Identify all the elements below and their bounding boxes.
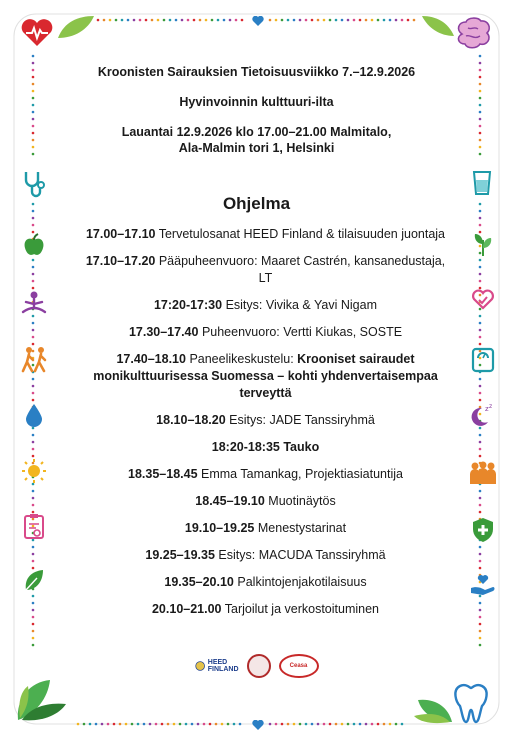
- programme-text: Esitys: Vivika & Yavi Nigam: [225, 298, 378, 312]
- programme-item: [83, 412, 448, 429]
- plant-bottom-right-icon: [408, 684, 454, 724]
- event-name: Hyvinvoinnin kulttuuri-ilta: [179, 95, 334, 109]
- programme-time: 17.40–18.10: [116, 352, 186, 366]
- programme-text: Tarjoilut ja verkostoituminen: [224, 602, 379, 616]
- heart-small-bottom-icon: [252, 720, 264, 730]
- programme-text: Paneelikeskustelu:: [189, 352, 294, 366]
- scale-icon: [470, 346, 496, 374]
- programme-item: [83, 601, 448, 618]
- programme-item: [83, 439, 448, 456]
- event-week-title: Kroonisten Sairauksien Tietoisuusviikko 7.–12.9.2026: [97, 65, 416, 79]
- programme-item: [83, 226, 448, 243]
- heart-small-icon: [252, 16, 264, 26]
- programme-item: [83, 253, 448, 287]
- programme-time: 18.10–18.20: [156, 413, 226, 427]
- programme-list: [83, 226, 448, 628]
- programme-text: Esitys: JADE Tanssiryhmä: [229, 413, 375, 427]
- water-drop-icon: [24, 402, 44, 428]
- programme-time: 19.10–19.25: [184, 521, 255, 535]
- brain-icon: [454, 16, 494, 52]
- partner-logos: [8, 654, 505, 678]
- programme-time: 20.10–21.00: [151, 602, 222, 616]
- programme-item: [83, 574, 448, 591]
- heart-hands-icon: [469, 288, 497, 314]
- tooth-icon: [448, 680, 494, 724]
- event-address: Ala-Malmin tori 1, Helsinki: [178, 141, 335, 155]
- event-date-location: Lauantai 12.9.2026 klo 17.00–21.00 Malmitalo,: [121, 125, 392, 139]
- top-right-leaves-icon: [420, 12, 456, 40]
- event-header: [8, 64, 505, 156]
- clipboard-icon: [22, 512, 46, 540]
- programme-time: 17.00–17.10: [85, 227, 156, 241]
- programme-time: 18.35–18.45: [128, 467, 198, 481]
- programme-time: 19.25–19.35: [145, 548, 215, 562]
- programme-item: [83, 493, 448, 510]
- sun-icon: [21, 458, 47, 484]
- heart-icon: [20, 18, 54, 48]
- meditation-icon: [20, 290, 48, 316]
- programme-highlight: Tauko: [283, 440, 320, 454]
- oval-logo-text: Ceasa: [289, 663, 308, 669]
- top-left-leaves-icon: [56, 12, 96, 42]
- family-icon: [468, 460, 498, 486]
- programme-item: [83, 297, 448, 314]
- programme-text: Tervetulosanat HEED Finland & tilaisuuden juontaja: [158, 227, 446, 241]
- programme-text: Pääpuheenvuoro: Maaret Castrén, kansanedustaja, LT: [158, 254, 446, 285]
- programme-text: Puheenvuoro: Vertti Kiukas, SOSTE: [201, 325, 403, 339]
- programme-item: [83, 351, 448, 402]
- apple-icon: [22, 232, 46, 258]
- programme-time: 17.30–17.40: [128, 325, 199, 339]
- plant-icon: [471, 230, 495, 258]
- programme-time: 18:20-18:35: [211, 440, 280, 454]
- programme-text: Emma Tamankag, Projektiasiatuntija: [201, 467, 403, 481]
- sleep-moon-icon: [468, 402, 496, 430]
- oval-logo: [279, 654, 319, 678]
- shield-cross-icon: [471, 516, 495, 544]
- poster: [8, 8, 505, 730]
- programme-text: Esitys: MACUDA Tanssiryhmä: [218, 548, 386, 562]
- leaf-icon: [22, 568, 46, 594]
- programme-item: [83, 547, 448, 564]
- programme-time: 18.45–19.10: [195, 494, 265, 508]
- heed-logo-country: FINLAND: [207, 666, 239, 673]
- programme-time: 17.10–17.20: [85, 254, 156, 268]
- programme-time: 19.35–20.10: [164, 575, 234, 589]
- care-hand-icon: [469, 570, 497, 596]
- programme-title: Ohjelma: [222, 194, 291, 213]
- heed-logo-text: HEED: [207, 659, 228, 666]
- heed-finland-logo: [195, 655, 239, 677]
- programme-item: [83, 466, 448, 483]
- programme-text: Menestystarinat: [257, 521, 347, 535]
- programme-time: 17:20-17:30: [153, 298, 223, 312]
- programme-item: [83, 324, 448, 341]
- programme-text: Palkintojenjakotilaisuus: [237, 575, 367, 589]
- programme-text: Muotinäytös: [268, 494, 336, 508]
- programme-item: [83, 520, 448, 537]
- walking-icon: [20, 346, 50, 374]
- water-glass-icon: [471, 170, 493, 196]
- round-seal-logo: [247, 654, 271, 678]
- svg-text:z: z: [485, 405, 489, 413]
- programme-highlight: Krooniset sairaudet monikulttuurisessa Suomessa – kohti yhdenvertaisempaa terveyttä: [93, 352, 438, 400]
- svg-text:z: z: [489, 403, 493, 410]
